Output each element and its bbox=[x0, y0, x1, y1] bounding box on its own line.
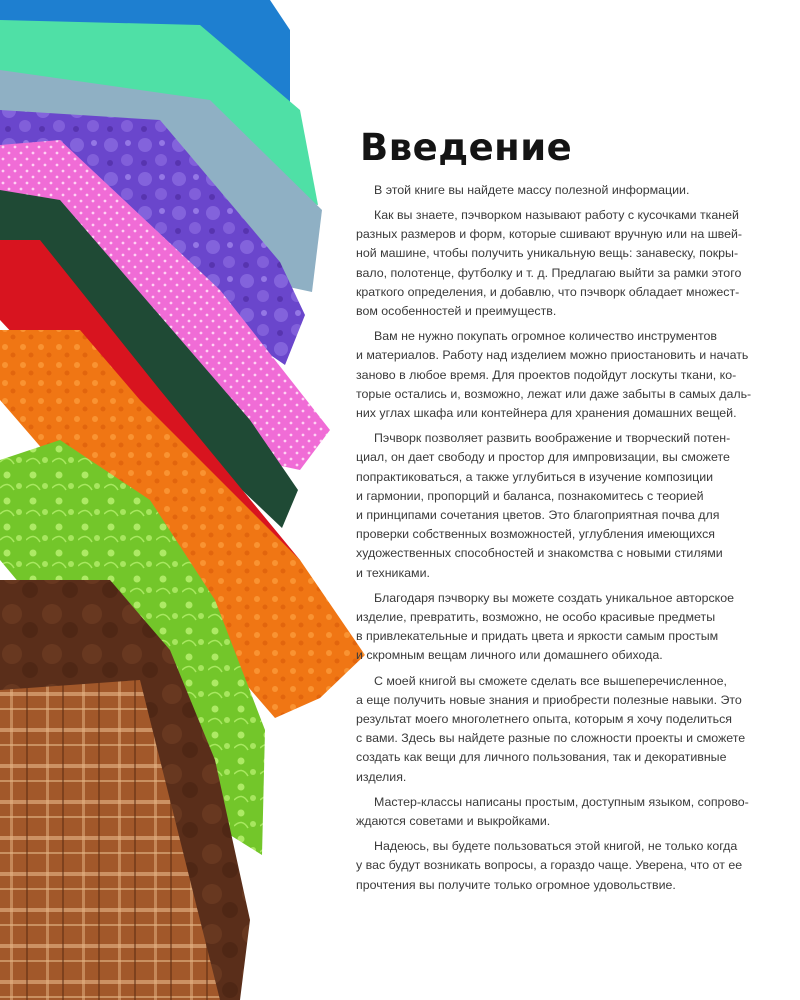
paragraph-4: Пэчворк позволяет развить воображение и творческий потен- циал, он дает свободу и простор для импровизации, вы сможете попрактиковаться, а также углубиться в изучение композиции и гармонии, пропорций и баланса, познакомитесь с теорией и принципами сочетания цветов. Это благоприятная почва для проверки собственных возможностей, углубления имеющихся художественных способностей и знакомства с новыми стилями и техниками. bbox=[356, 431, 731, 580]
page-title: Введение bbox=[360, 126, 573, 169]
paragraph-6: С моей книгой вы сможете сделать все вышеперечисленное, а еще получить новые знания и приобрести полезные навыки. Это результат моего многолетнего опыта, которым я хочу поделиться с вами. Здесь вы найдете разные по сложности проекты и сможете создать как вещи для личного пользования, так и декоративные изделия. bbox=[356, 673, 746, 784]
paragraph-2: Как вы знаете, пэчворком называют работу с кусочками тканей разных размеров и форм, которые сшивают вручную или на швей- ной машине, чтобы получить уникальную вещь: занавеску, покры- вало, полотенце, футболку и т. д. Предлагаю выйти за рамки этого краткого определения, и добавлю, что пэчворк обладает множест- вом особенностей и преимуществ. bbox=[356, 207, 743, 318]
paragraph-7: Мастер-классы написаны простым, доступным языком, сопрово- ждаются советами и выкройками. bbox=[356, 794, 749, 828]
paragraph-3: Вам не нужно покупать огромное количество инструментов и материалов. Работу над изделием можно приостановить и начать заново в любое время. Для проектов подойдут лоскуты ткани, ко- торые остались и, возможно, лежат или даже забыты в самых даль- них углах шкафа или контейнера для хранения домашних вещей. bbox=[356, 329, 752, 420]
paragraph-1: В этой книге вы найдете массу полезной информации. bbox=[374, 182, 690, 197]
intro-text-column bbox=[356, 128, 764, 901]
paragraph-5: Благодаря пэчворку вы можете создать уникальное авторское изделие, превратить, возможно, не особо красивые предметы в привлекательные и придать цвета и яркости самым простым и скромным вещам личного или домашнего обихода. bbox=[356, 590, 735, 663]
paragraph-8: Надеюсь, вы будете пользоваться этой книгой, не только когда у вас будут возникать вопросы, а гораздо чаще. Уверена, что от ее прочтения вы получите только огромное удовольствие. bbox=[356, 839, 743, 892]
